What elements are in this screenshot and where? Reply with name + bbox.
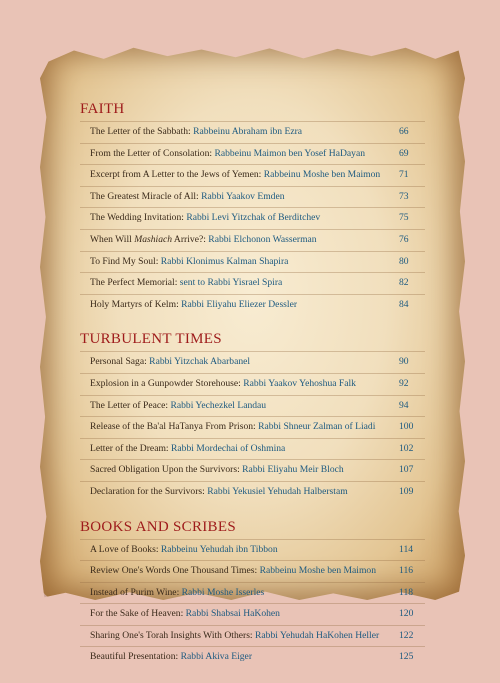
entry-author: Rabbi Eliyahu Eliezer Dessler — [181, 298, 298, 310]
toc-entry — [80, 164, 425, 186]
entry-title: Letter of the Dream: — [90, 442, 169, 454]
entry-author: sent to Rabbi Yisrael Spira — [179, 277, 283, 289]
entry-author: Rabbeinu Moshe ben Maimon — [263, 169, 381, 181]
toc-section — [80, 100, 425, 315]
toc-entry — [80, 582, 425, 604]
toc-entry — [80, 272, 425, 294]
entry-page-number: 69 — [399, 147, 409, 159]
entry-author: Rabbi Eliyahu Meir Bloch — [242, 464, 344, 476]
entry-text — [90, 374, 356, 395]
entry-page-number: 114 — [399, 543, 414, 555]
entry-page-number: 66 — [399, 126, 409, 137]
entry-page-number: 71 — [399, 169, 409, 181]
entry-page-number: 100 — [399, 421, 414, 433]
entry-page-number: 84 — [399, 298, 409, 310]
section-heading: TURBULENT TIMES — [80, 331, 222, 348]
entry-author: Rabbi Yechezkel Landau — [170, 399, 267, 411]
entry-title: A Love of Books: — [90, 543, 159, 555]
toc-entry — [80, 603, 425, 625]
entry-title: Declaration for the Survivors: — [90, 485, 205, 497]
entry-text — [90, 252, 288, 273]
toc-entry — [80, 459, 425, 481]
toc-entry — [80, 539, 425, 561]
entry-title: The Perfect Memorial: — [90, 277, 178, 289]
entry-page-number: 75 — [399, 212, 409, 224]
entry-title: To Find My Soul: — [90, 255, 159, 267]
entry-page-number: 80 — [399, 255, 409, 267]
entry-text — [90, 626, 379, 647]
section-heading: FAITH — [80, 101, 125, 117]
section-heading: BOOKS AND SCRIBES — [80, 518, 236, 535]
entry-author: Rabbeinu Abraham ibn Ezra — [193, 126, 303, 137]
entry-text — [90, 295, 297, 316]
toc-section — [80, 330, 425, 502]
entry-text — [90, 208, 320, 229]
entry-author: Rabbeinu Maimon ben Yosef HaDayan — [214, 147, 365, 159]
entry-text — [90, 460, 344, 481]
toc-entry — [80, 186, 425, 208]
entry-page-number: 90 — [399, 356, 409, 368]
entry-page-number: 122 — [399, 629, 414, 641]
entry-author: Rabbi Yaakov Emden — [201, 190, 285, 202]
entry-page-number: 76 — [399, 233, 409, 245]
entry-title: From the Letter of Consolation: — [90, 147, 213, 159]
entry-text — [90, 540, 278, 561]
toc-entry — [80, 416, 425, 438]
entry-author: Rabbi Shabsai HaKohen — [185, 608, 280, 620]
entry-title-suffix: Arrive?: — [172, 233, 206, 245]
entry-page-number: 109 — [399, 485, 414, 497]
entry-page-number: 107 — [399, 464, 414, 476]
entry-text — [90, 482, 348, 503]
entry-text — [90, 352, 250, 373]
entry-author: Rabbi Elchonon Wasserman — [208, 233, 317, 245]
entry-title: Holy Martyrs of Kelm: — [90, 298, 179, 310]
entry-title: The Letter of the Sabbath: — [90, 126, 191, 137]
entry-title: Explosion in a Gunpowder Storehouse: — [90, 377, 241, 389]
toc-entry — [80, 395, 425, 417]
toc-entry — [80, 481, 425, 503]
entry-text — [90, 144, 365, 165]
entry-page-number: 125 — [399, 651, 414, 663]
entry-author: Rabbi Shneur Zalman of Liadi — [258, 421, 376, 433]
toc-entry — [80, 294, 425, 316]
toc-entry — [80, 207, 425, 229]
entry-title: Release of the Ba'al HaTanya From Prison: — [90, 421, 256, 433]
entry-text — [90, 647, 252, 668]
toc-entry — [80, 121, 425, 143]
entry-text — [90, 439, 285, 460]
toc-entry — [80, 646, 425, 668]
entry-title: Instead of Purim Wine: — [90, 586, 180, 598]
toc-entry — [80, 373, 425, 395]
entry-text — [90, 417, 375, 438]
entry-title: Beautiful Presentation: — [90, 651, 179, 663]
entry-author: Rabbi Yehudah HaKohen Heller — [255, 629, 380, 641]
toc-entry — [80, 143, 425, 165]
entry-title: When Will — [90, 233, 135, 245]
entry-author: Rabbi Levi Yitzchak of Berditchev — [186, 212, 321, 224]
entry-text — [90, 396, 266, 417]
entry-title: Review One's Words One Thousand Times: — [90, 565, 258, 577]
entry-page-number: 94 — [399, 399, 409, 411]
entry-text — [90, 230, 317, 251]
entry-page-number: 82 — [399, 277, 409, 289]
entry-title: For the Sake of Heaven: — [90, 608, 184, 620]
entry-text — [90, 561, 376, 582]
entry-author: Rabbi Yekusiel Yehudah Halberstam — [207, 485, 348, 497]
toc-section — [80, 518, 425, 669]
toc-entry — [80, 251, 425, 273]
entry-title: Sharing One's Torah Insights With Others: — [90, 629, 253, 641]
entry-title: Sacred Obligation Upon the Survivors: — [90, 464, 240, 476]
entry-title: The Letter of Peace: — [90, 399, 169, 411]
entry-author: Rabbeinu Moshe ben Maimon — [259, 565, 377, 577]
entry-page-number: 120 — [399, 608, 414, 620]
entry-page-number: 102 — [399, 442, 414, 454]
entry-author: Rabbi Moshe Isserles — [181, 586, 265, 598]
toc-entry — [80, 560, 425, 582]
entry-author: Rabbi Mordechai of Oshmina — [170, 442, 286, 454]
entry-text — [90, 604, 280, 625]
entry-text — [90, 583, 264, 604]
entry-author: Rabbi Yitzchak Abarbanel — [149, 356, 251, 368]
entry-title: The Greatest Miracle of All: — [90, 190, 199, 202]
entry-page-number: 92 — [399, 377, 409, 389]
entry-page-number: 116 — [399, 565, 414, 577]
entry-title: Personal Saga: — [90, 356, 147, 368]
table-of-contents — [80, 100, 425, 683]
toc-entry — [80, 229, 425, 251]
entry-title: Excerpt from A Letter to the Jews of Yemen: — [90, 169, 262, 181]
entry-title-italic: Mashiach — [134, 233, 173, 245]
entry-author: Rabbi Akiva Eiger — [180, 651, 253, 663]
entry-author: Rabbi Yaakov Yehoshua Falk — [243, 377, 356, 389]
entry-title: The Wedding Invitation: — [90, 212, 184, 224]
entry-page-number: 118 — [399, 586, 414, 598]
entry-author: Rabbi Klonimus Kalman Shapira — [160, 255, 289, 267]
toc-entry — [80, 625, 425, 647]
entry-author: Rabbeinu Yehudah ibn Tibbon — [160, 543, 278, 555]
entry-text — [90, 187, 285, 208]
entry-text — [90, 122, 302, 143]
toc-entry — [80, 351, 425, 373]
entry-text — [90, 165, 380, 186]
entry-page-number: 73 — [399, 190, 409, 202]
toc-entry — [80, 438, 425, 460]
entry-text — [90, 273, 282, 294]
